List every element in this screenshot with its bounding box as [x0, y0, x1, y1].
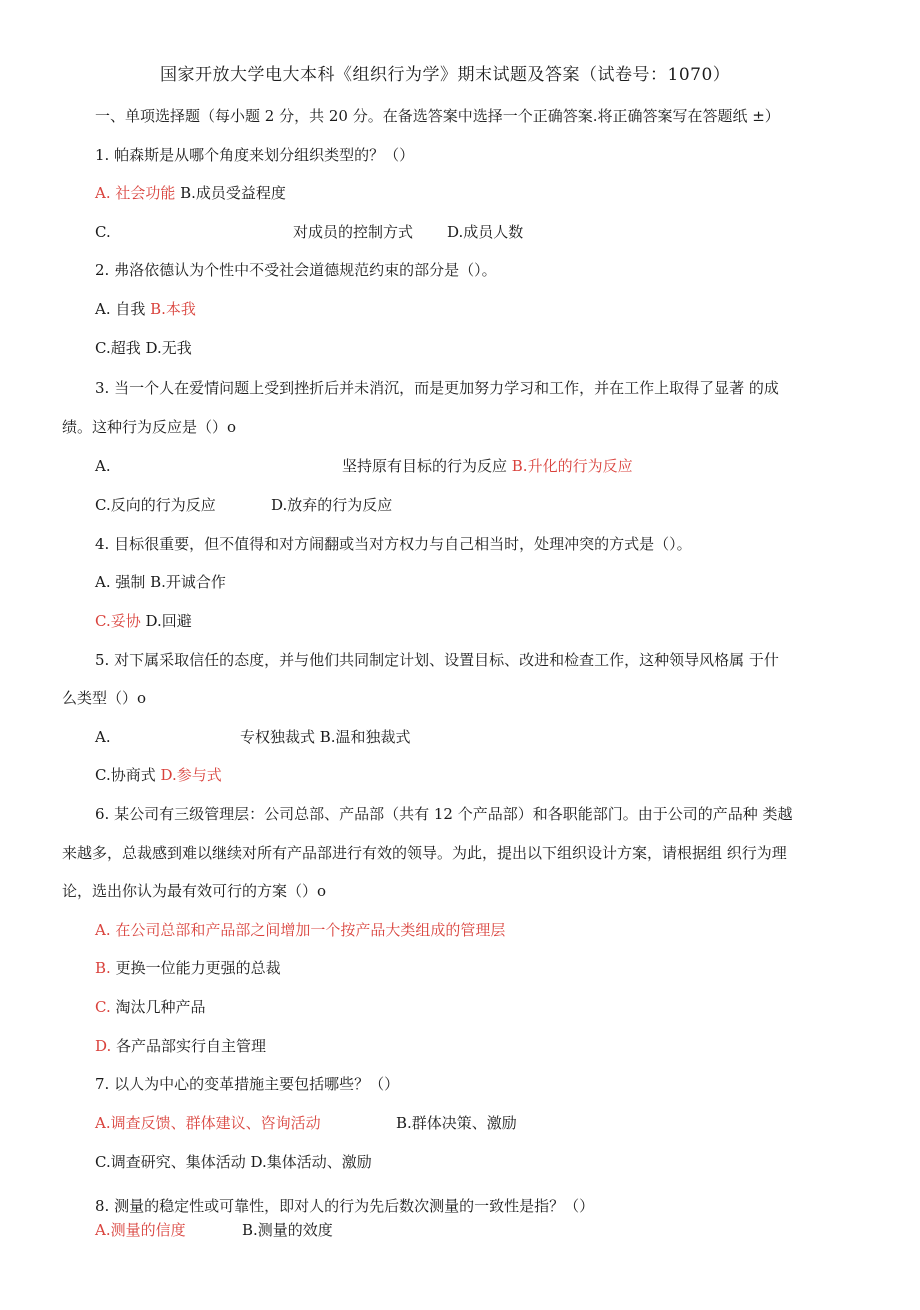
question-6-option-d-label: D.	[95, 1037, 112, 1055]
question-3-option-d: D.放弃的行为反应	[271, 496, 393, 514]
question-3-option-b: B.升化的行为反应	[511, 457, 633, 475]
page-title: 国家开放大学电大本科《组织行为学》期末试题及答案（试卷号：1070）	[160, 65, 731, 85]
question-8-option-b: B.测量的效度	[242, 1221, 333, 1239]
section-heading: 一、单项选择题（每小题 2 分，共 20 分。在备选答案中选择一个正确答案.将正确答案写在答题纸 ±）	[95, 107, 780, 125]
question-5-options-ab: 专权独裁式 B.温和独裁式	[240, 728, 411, 746]
question-5-option-d: D.参与式	[160, 766, 222, 784]
question-4-option-c: C.妥协	[95, 612, 141, 630]
question-6-option-c-text: 淘汰几种产品	[110, 998, 206, 1016]
question-3-stem-line2: 绩。这种行为反应是（）o	[62, 418, 237, 436]
question-1-option-b: B.成员受益程度	[175, 184, 286, 202]
question-2-options-ab	[95, 299, 196, 319]
question-7-options-cd: C.调查研究、集体活动 D.集体活动、激励	[95, 1153, 372, 1171]
question-6-option-c	[95, 997, 206, 1017]
question-1-stem: 1. 帕森斯是从哪个角度来划分组织类型的？（）	[95, 146, 415, 164]
question-8-stem: 8. 测量的稳定性或可靠性，即对人的行为先后数次测量的一致性是指？（）	[95, 1197, 595, 1215]
question-2-option-b: B.本我	[150, 300, 196, 318]
question-1-option-a: A. 社会功能	[95, 184, 176, 202]
question-3-option-a-text: 坚持原有目标的行为反应	[342, 457, 512, 475]
question-6-stem-line3: 论，选出你认为最有效可行的方案（）o	[62, 882, 327, 900]
question-5-stem-line2: 么类型（）o	[62, 689, 147, 707]
question-7-stem: 7. 以人为中心的变革措施主要包括哪些？（）	[95, 1075, 400, 1093]
question-2-stem: 2. 弗洛依德认为个性中不受社会道德规范约束的部分是（）。	[95, 261, 497, 279]
question-1-option-c-text: 对成员的控制方式	[293, 223, 414, 241]
question-6-stem-line2: 来越多，总裁感到难以继续对所有产品部进行有效的领导。为此，提出以下组织设计方案，请根据组 织行为理	[62, 844, 787, 862]
question-6-option-b	[95, 958, 281, 978]
question-4-option-d: D.回避	[140, 612, 192, 630]
question-1-option-c-label: C.	[95, 223, 111, 241]
question-6-option-d	[95, 1036, 266, 1056]
question-8-option-a: A.测量的信度	[95, 1221, 186, 1239]
question-4-options-cd	[95, 611, 192, 631]
question-7-option-b: B.群体决策、激励	[396, 1114, 517, 1132]
question-5-stem-line1: 5. 对下属采取信任的态度，并与他们共同制定计划、设置目标、改进和检查工作，这种领导风格属 于什	[95, 651, 779, 669]
question-1-options-ab	[95, 183, 286, 203]
question-2-option-a: A. 自我	[95, 300, 151, 318]
question-4-options-ab: A. 强制 B.开诚合作	[95, 573, 226, 591]
question-4-stem: 4. 目标很重要，但不值得和对方闹翻或当对方权力与自己相当时，处理冲突的方式是（）。	[95, 535, 692, 553]
question-6-option-b-label: B.	[95, 959, 111, 977]
question-5-option-a-label: A.	[95, 728, 111, 746]
question-5-option-c: C.协商式	[95, 766, 161, 784]
question-6-option-d-text: 各产品部实行自主管理	[111, 1037, 267, 1055]
question-5-options-cd	[95, 765, 222, 785]
question-3-option-a-label: A.	[95, 457, 111, 475]
question-3-options-ab	[342, 456, 633, 476]
question-3-stem-line1: 3. 当一个人在爱情问题上受到挫折后并未消沉，而是更加努力学习和工作，并在工作上取得了显著 的成	[95, 379, 779, 397]
question-7-option-a: A.调查反馈、群体建议、咨询活动	[95, 1114, 321, 1132]
question-3-option-c: C.反向的行为反应	[95, 496, 216, 514]
question-2-options-cd: C.超我 D.无我	[95, 339, 192, 357]
question-6-option-b-text: 更换一位能力更强的总裁	[110, 959, 281, 977]
question-1-option-d: D.成员人数	[447, 223, 524, 241]
question-6-option-c-label: C.	[95, 998, 111, 1016]
question-6-stem-line1: 6. 某公司有三级管理层：公司总部、产品部（共有 12 个产品部）和各职能部门。由于公司的产品种 类越	[95, 805, 793, 823]
question-6-option-a: A. 在公司总部和产品部之间增加一个按产品大类组成的管理层	[95, 921, 506, 939]
